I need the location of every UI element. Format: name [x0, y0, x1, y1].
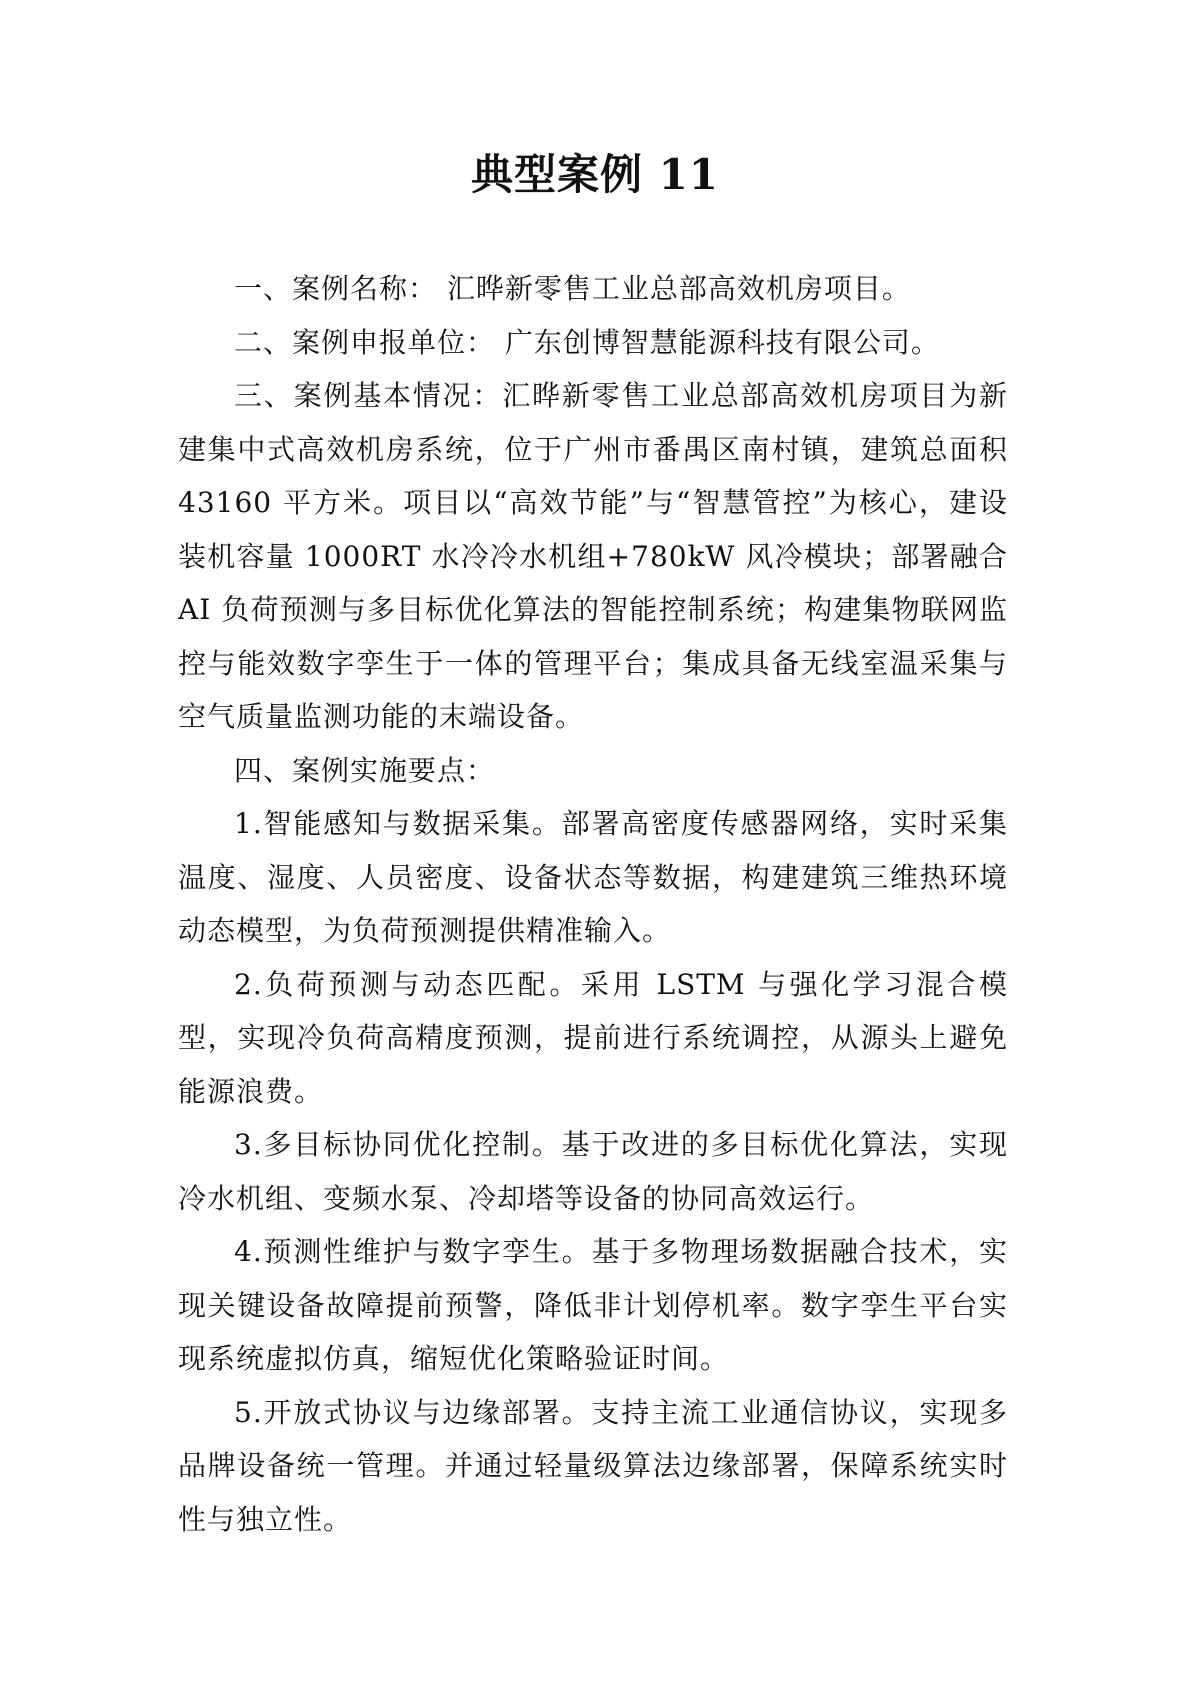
- paragraph-case-name: 一、案例名称： 汇晔新零售工业总部高效机房项目。: [234, 272, 911, 305]
- document-body: [178, 262, 1008, 1546]
- paragraph-point-2: 2.负荷预测与动态匹配。采用 LSTM 与强化学习混合模型，实现冷负荷高精度预测，提前进行系统调控，从源头上避免能源浪费。: [178, 967, 1008, 1108]
- paragraph-basic-info: 三、案例基本情况：汇晔新零售工业总部高效机房项目为新建集中式高效机房系统，位于广州市番禺区南村镇，建筑总面积 43160 平方米。项目以“高效节能”与“智慧管控”为核心，建设装机容量 1000RT 水冷冷水机组+780kW 风冷模块；部署融合 AI 负荷预测与多目标优化算法的智能控制系统；构建集物联网监控与能效数字孪生于一体的管理平台；集成具备无线室温采集与空气质量监测功能的末端设备。: [178, 379, 1008, 733]
- paragraph-applicant: 二、案例申报单位： 广东创博智慧能源科技有限公司。: [234, 325, 940, 359]
- paragraph-point-4: 4.预测性维护与数字孪生。基于多物理场数据融合技术，实现关键设备故障提前预警，降低非计划停机率。数字孪生平台实现系统虚拟仿真，缩短优化策略验证时间。: [178, 1235, 1008, 1375]
- paragraph-key-points-heading: 四、案例实施要点：: [234, 753, 496, 787]
- document-title: 典型案例 11: [470, 150, 720, 199]
- paragraph-point-5: 5.开放式协议与边缘部署。支持主流工业通信协议，实现多品牌设备统一管理。并通过轻量级算法边缘部署，保障系统实时性与独立性。: [178, 1395, 1008, 1536]
- paragraph-point-1: 1.智能感知与数据采集。部署高密度传感器网络，实时采集温度、湿度、人员密度、设备状态等数据，构建建筑三维热环境动态模型，为负荷预测提供精准输入。: [178, 807, 1008, 947]
- paragraph-point-3: 3.多目标协同优化控制。基于改进的多目标优化算法，实现冷水机组、变频水泵、冷却塔等设备的协同高效运行。: [178, 1128, 1008, 1215]
